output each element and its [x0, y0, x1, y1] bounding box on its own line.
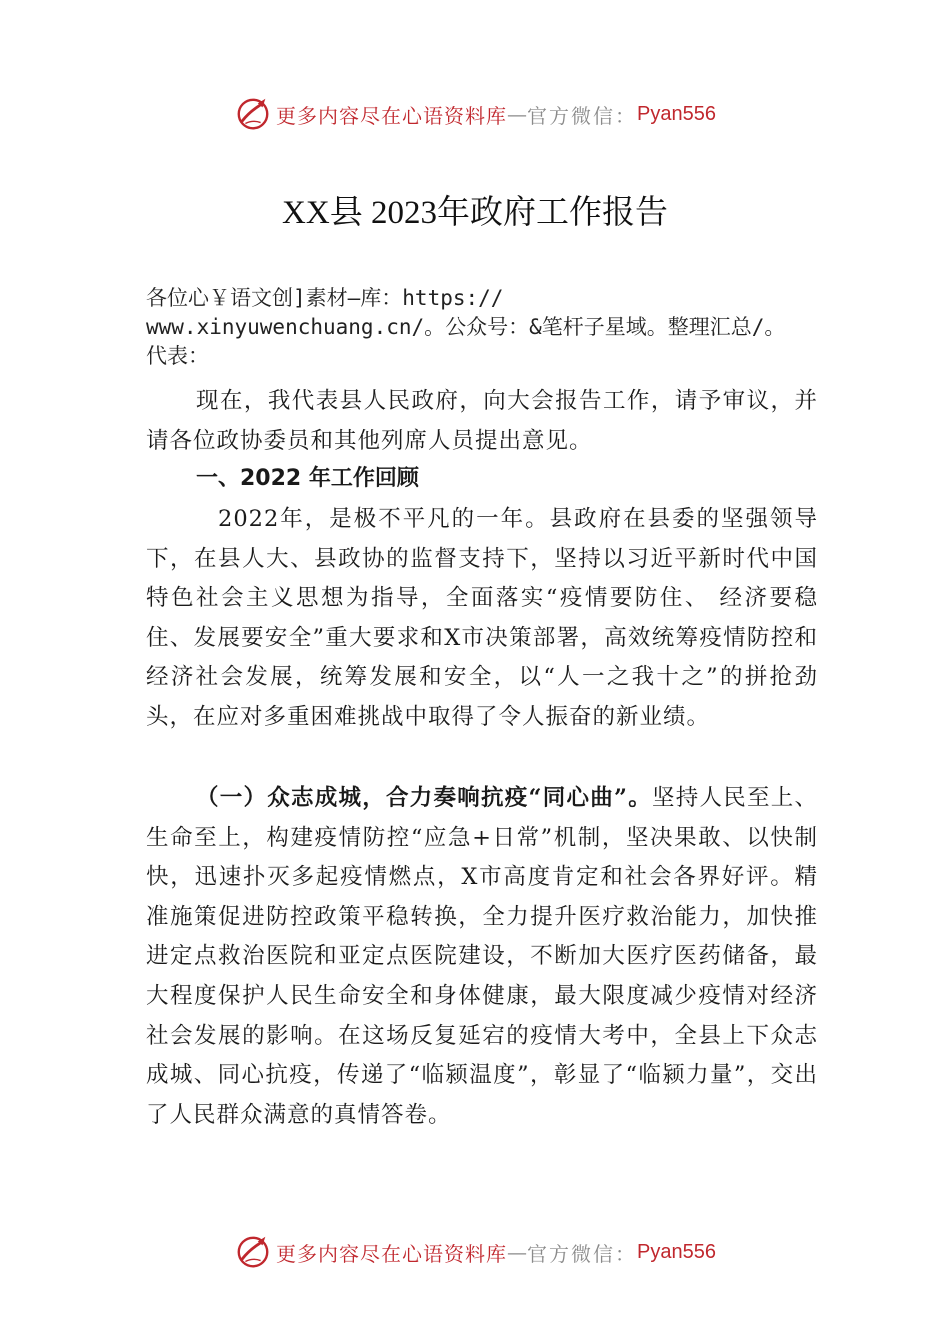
footer-banner — [0, 1232, 950, 1272]
banner-wechat-label: 官方微信： — [527, 103, 638, 128]
banner-slogan: 更多内容尽在心语资料库 — [276, 103, 508, 128]
section-heading: 一、2022 年工作回顾 — [196, 466, 419, 491]
notice-line: www.xinyuwenchuang.cn/。公众号：&笔杆子星域。整理汇总/。 — [146, 315, 786, 339]
header-banner — [0, 94, 950, 134]
banner-separator: — — [507, 102, 528, 126]
subsection-body: 坚持人民至上、生命至上，构建疫情防控“应急+日常”机制，坚决果敢、以快制快，迅速扑灭多起疫情燃点，X市高度肯定和社会各界好评。精准施策促进防控政策平稳转换，全力提升医疗救治能力，加快推进定点救治医院和亚定点医院建设，不断加大医疗医药储备，最大程度保护人民生命安全和身体健康，最大限度减少疫情对经济社会发展的影响。在这场反复延宕的疫情大考中，全县上下众志成城、同心抗疫，传递了“临颍温度”，彰显了“临颍力量”，交出了人民群众满意的真情答卷。 — [146, 785, 818, 1128]
banner-separator: — — [507, 1240, 528, 1264]
pen-seal-logo-icon — [234, 1233, 272, 1271]
intro-paragraph: 现在，我代表县人民政府，向大会报告工作，请予审议，并请各位政协委员和其他列席人员提出意见。 — [146, 388, 818, 454]
banner-slogan: 更多内容尽在心语资料库 — [276, 1241, 508, 1266]
subsection-paragraph — [146, 779, 818, 1135]
banner-wechat-id: Pyan556 — [637, 102, 716, 125]
salutation: 代表： — [146, 344, 209, 368]
subsection-heading: （一）众志成城，合力奏响抗疫“同心曲”。 — [196, 785, 652, 811]
banner-wechat-label: 官方微信： — [527, 1241, 638, 1266]
source-notice — [146, 284, 866, 371]
document-title: XX县 2023年政府工作报告 — [282, 195, 668, 231]
section-paragraph: 2022年，是极不平凡的一年。县政府在县委的坚强领导下，在县人大、县政协的监督支持下，坚持以习近平新时代中国特色社会主义思想为指导，全面落实“疫情要防住、 经济要稳住、发展要安全”重大要求和X市决策部署，高效统筹疫情防控和经济社会发展，统筹发展和安全，以“人一之我十之”的拼抢劲头，在应对多重困难挑战中取得了令人振奋的新业绩。 — [146, 506, 818, 730]
notice-line: 各位心￥语文创]素材—库：https:// — [146, 286, 504, 310]
pen-seal-logo-icon — [234, 95, 272, 133]
banner-wechat-id: Pyan556 — [637, 1240, 716, 1263]
